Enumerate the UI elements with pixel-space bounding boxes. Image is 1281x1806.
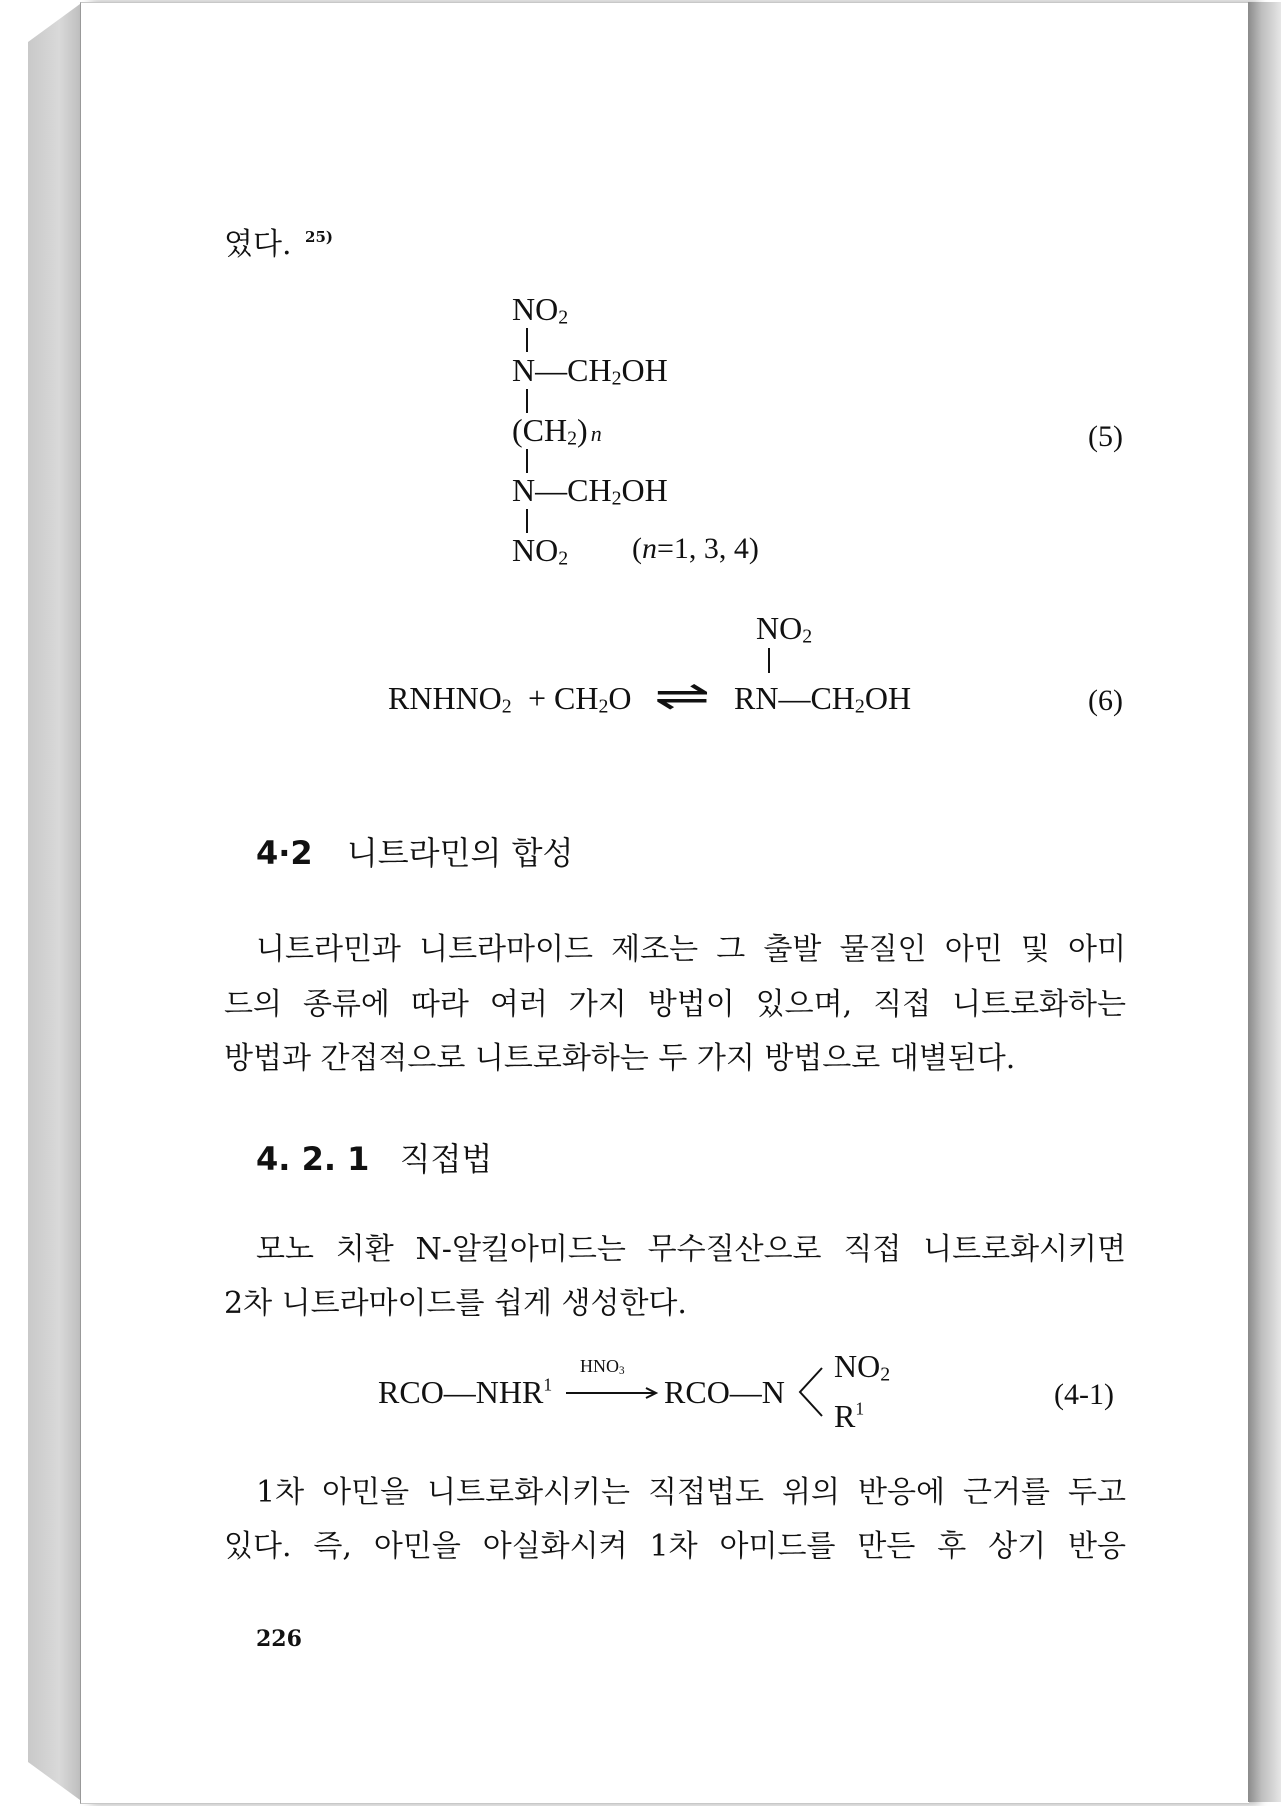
- eq5-top-no2: NO2: [512, 291, 569, 329]
- page-edge-shadow: [1248, 2, 1281, 1802]
- intro-text: 였다.: [224, 227, 292, 262]
- intro-line: [224, 227, 334, 262]
- eq5-ch2-n: (CH2) n: [512, 412, 602, 450]
- eq5-bond-3: [526, 449, 528, 473]
- section-4-2-number: 4·2: [256, 834, 313, 872]
- eq41-branch-top: NO2: [834, 1348, 891, 1386]
- section-4-2-heading: [256, 828, 573, 874]
- eq41-branch-bracket: [796, 1364, 824, 1420]
- eq6-number: (6): [1088, 684, 1123, 717]
- eq41-arrow: [566, 1386, 660, 1400]
- eq5-bond-2: [526, 389, 528, 413]
- eq5-bottom-no2: NO2: [512, 532, 569, 570]
- eq41-number: (4-1): [1054, 1378, 1114, 1411]
- para3-line-2: 있다. 즉, 아민을 아실화시켜 1차 아미드를 만든 후 상기 반응: [224, 1529, 1126, 1564]
- section-4-2-1-title: 직접법: [399, 1140, 493, 1178]
- para2-line-2: 2차 니트라마이드를 쉽게 생성한다.: [224, 1286, 687, 1321]
- para1-line-2: 드의 종류에 따라 여러 가지 방법이 있으며, 직접 니트로화하는: [224, 987, 1126, 1022]
- section-4-2-1-number: 4. 2. 1: [256, 1140, 370, 1178]
- eq6-equilibrium-arrow: ⇌: [654, 674, 711, 720]
- eq5-bond-1: [526, 328, 528, 352]
- eq5-condition: (n=1, 3, 4): [632, 532, 759, 565]
- footnote-ref: 25): [305, 228, 334, 246]
- para3-line-1: 1차 아민을 니트로화시키는 직접법도 위의 반응에 근거를 두고: [256, 1475, 1126, 1510]
- para1-line-1: 니트라민과 니트라마이드 제조는 그 출발 물질인 아민 및 아미: [256, 932, 1126, 967]
- eq6-right: RN—CH2OH: [734, 680, 912, 718]
- para2-line-1: 모노 치환 N-알킬아미드는 무수질산으로 직접 니트로화시키면: [256, 1232, 1126, 1267]
- eq41-right: RCO—N: [664, 1374, 785, 1410]
- para1-line-3: 방법과 간접적으로 니트로화하는 두 가지 방법으로 대별된다.: [224, 1041, 1016, 1076]
- section-4-2-1-heading: [256, 1134, 492, 1180]
- section-4-2-title: 니트라민의 합성: [346, 834, 574, 872]
- eq6-bond: [768, 648, 770, 673]
- eq6-plus-ch2o: + CH2O: [528, 680, 632, 718]
- page-number: 226: [256, 1626, 302, 1652]
- eq6-left1: RNHNO2: [388, 680, 512, 718]
- eq5-n-ch2oh-2: N—CH2OH: [512, 472, 668, 510]
- eq41-left: RCO—NHR$^1$: [378, 1374, 553, 1410]
- eq5-number: (5): [1088, 420, 1123, 453]
- book-spine: [28, 4, 80, 1800]
- eq41-reagent: HNO3: [580, 1356, 625, 1377]
- eq41-branch-bottom: $R^1$: [834, 1398, 865, 1434]
- eq5-bond-4: [526, 509, 528, 533]
- eq5-n-ch2oh-1: N—CH2OH: [512, 352, 668, 390]
- eq6-above-no2: NO2: [756, 610, 813, 648]
